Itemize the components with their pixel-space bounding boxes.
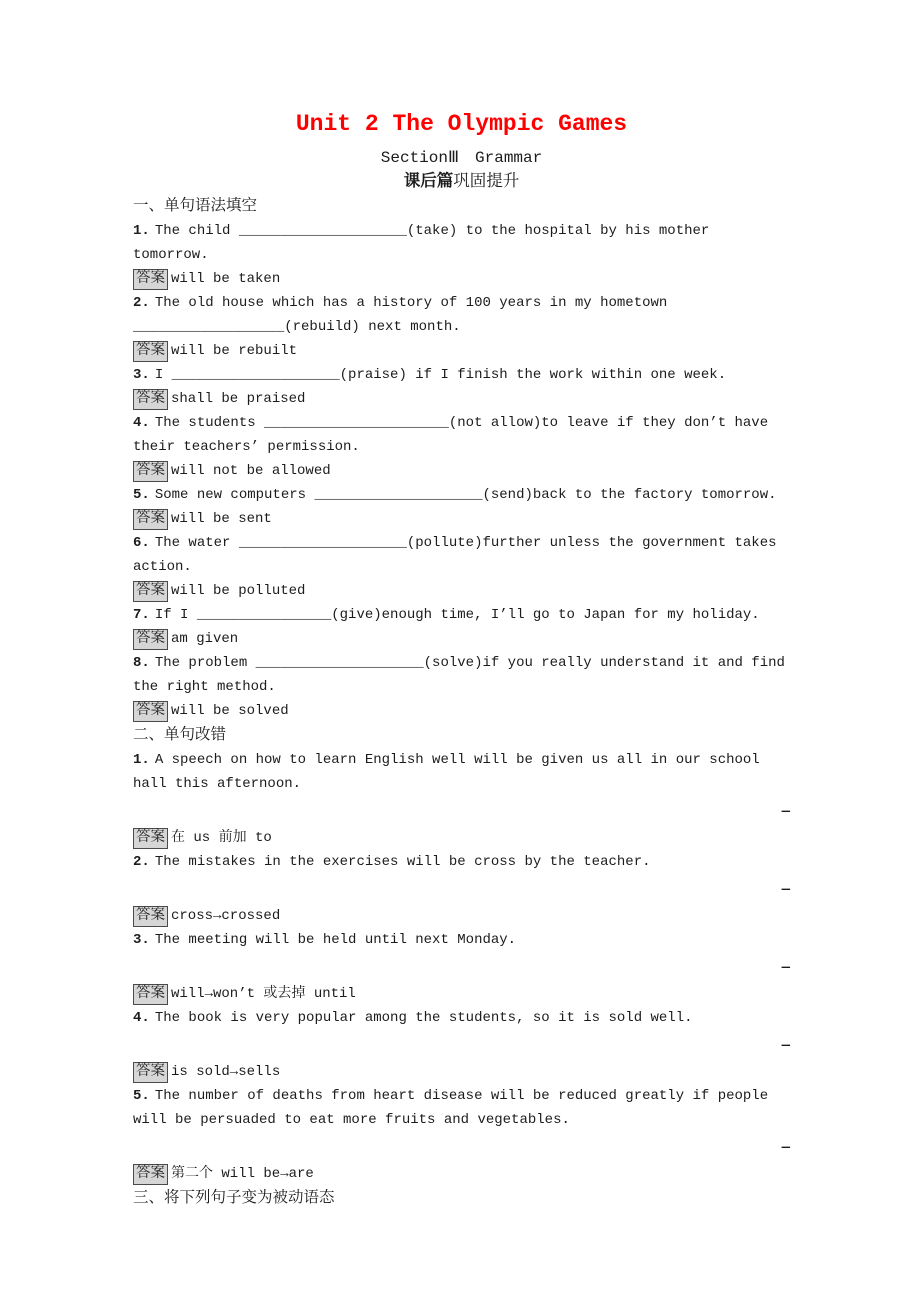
correction-question	[133, 1006, 790, 1030]
grammar-question	[133, 219, 790, 267]
question-text: The child ____________________(take) to the hospital by his mother tomorrow.	[133, 223, 710, 263]
question-text: The students ______________________(not allow)to leave if they don’t have their teachers’ permission.	[133, 415, 769, 455]
answer-label: 答案	[133, 1164, 168, 1185]
section-subtitle: SectionⅢ Grammar	[380, 149, 543, 167]
correction-question	[133, 850, 790, 874]
answer-label: 答案	[133, 828, 168, 849]
blank-underline: —	[781, 1140, 790, 1156]
answer-label: 答案	[133, 389, 168, 410]
grammar-question	[133, 603, 790, 627]
question-number: 4.	[133, 1010, 150, 1026]
correction-answer-blank	[133, 1132, 790, 1162]
correction-answer-blank	[133, 1030, 790, 1060]
question-text: The problem ____________________(solve)if you really understand it and find the right method.	[133, 655, 785, 695]
answer-label: 答案	[133, 906, 168, 927]
grammar-question	[133, 483, 790, 507]
answer-text: will be taken	[171, 271, 281, 287]
blank-underline: —	[781, 1038, 790, 1054]
answer-row	[133, 1060, 790, 1084]
answer-text: will be solved	[171, 703, 289, 719]
grammar-question	[133, 291, 790, 339]
question-number: 3.	[133, 932, 150, 948]
grammar-question	[133, 363, 790, 387]
question-text: The old house which has a history of 100 years in my hometown __________________(rebuild) next month.	[133, 295, 668, 335]
answer-text: will→won’t 或去掉 until	[171, 986, 356, 1002]
answer-label: 答案	[133, 581, 168, 602]
correction-answer-blank	[133, 796, 790, 826]
question-number: 5.	[133, 487, 150, 503]
answer-row	[133, 982, 790, 1006]
answer-label: 答案	[133, 701, 168, 722]
answer-row	[133, 459, 790, 483]
grammar-question	[133, 651, 790, 699]
subtitle	[133, 170, 790, 194]
question-text: The meeting will be held until next Monday.	[154, 932, 517, 948]
answer-label: 答案	[133, 1062, 168, 1083]
answer-row	[133, 1162, 790, 1186]
answer-row	[133, 267, 790, 291]
subtitle-bold: 课后篇	[403, 172, 454, 191]
answer-text: will not be allowed	[171, 463, 331, 479]
answer-row	[133, 627, 790, 651]
answer-label: 答案	[133, 629, 168, 650]
correction-question	[133, 748, 790, 796]
question-text: Some new computers ____________________(send)back to the factory tomorrow.	[154, 487, 777, 503]
answer-label: 答案	[133, 461, 168, 482]
question-text: If I ________________(give)enough time, I’ll go to Japan for my holiday.	[154, 607, 760, 623]
question-number: 8.	[133, 655, 150, 671]
question-number: 3.	[133, 367, 150, 383]
answer-row	[133, 579, 790, 603]
question-number: 5.	[133, 1088, 150, 1104]
grammar-question	[133, 531, 790, 579]
question-text: A speech on how to learn English well will be given us all in our school hall this afternoon.	[133, 752, 760, 792]
blank-underline: —	[781, 804, 790, 820]
page-title: Unit 2 The Olympic Games	[295, 111, 628, 137]
question-text: The book is very popular among the students, so it is sold well.	[154, 1010, 693, 1026]
part2-heading: 二、单句改错	[133, 726, 227, 744]
question-text: The mistakes in the exercises will be cross by the teacher.	[154, 854, 651, 870]
correction-question	[133, 1084, 790, 1132]
answer-row	[133, 507, 790, 531]
answer-text: 第二个 will be→are	[171, 1166, 314, 1182]
blank-underline: —	[781, 882, 790, 898]
correction-question	[133, 928, 790, 952]
correction-answer-blank	[133, 874, 790, 904]
answer-row	[133, 826, 790, 850]
subtitle-rest: 巩固提升	[453, 172, 520, 191]
answer-text: cross→crossed	[171, 908, 281, 924]
question-text: The number of deaths from heart disease will be reduced greatly if people will be persuaded to eat more fruits and vegetables.	[133, 1088, 769, 1128]
blank-underline: —	[781, 960, 790, 976]
question-number: 7.	[133, 607, 150, 623]
answer-text: will be rebuilt	[171, 343, 298, 359]
answer-row	[133, 339, 790, 363]
answer-text: shall be praised	[171, 391, 306, 407]
answer-label: 答案	[133, 269, 168, 290]
answer-row	[133, 387, 790, 411]
question-number: 2.	[133, 854, 150, 870]
answer-text: will be sent	[171, 511, 272, 527]
correction-answer-blank	[133, 952, 790, 982]
question-number: 4.	[133, 415, 150, 431]
answer-text: 在 us 前加 to	[171, 830, 272, 846]
answer-text: will be polluted	[171, 583, 306, 599]
answer-label: 答案	[133, 509, 168, 530]
answer-row	[133, 699, 790, 723]
answer-row	[133, 904, 790, 928]
question-number: 1.	[133, 223, 150, 239]
question-number: 1.	[133, 752, 150, 768]
answer-text: is sold→sells	[171, 1064, 281, 1080]
part1-heading: 一、单句语法填空	[133, 197, 258, 215]
answer-label: 答案	[133, 341, 168, 362]
answer-text: am given	[171, 631, 239, 647]
grammar-question	[133, 411, 790, 459]
question-text: The water ____________________(pollute)further unless the government takes action.	[133, 535, 777, 575]
answer-label: 答案	[133, 984, 168, 1005]
question-number: 6.	[133, 535, 150, 551]
question-text: I ____________________(praise) if I finish the work within one week.	[154, 367, 727, 383]
part3-heading: 三、将下列句子变为被动语态	[133, 1189, 335, 1207]
question-number: 2.	[133, 295, 150, 311]
